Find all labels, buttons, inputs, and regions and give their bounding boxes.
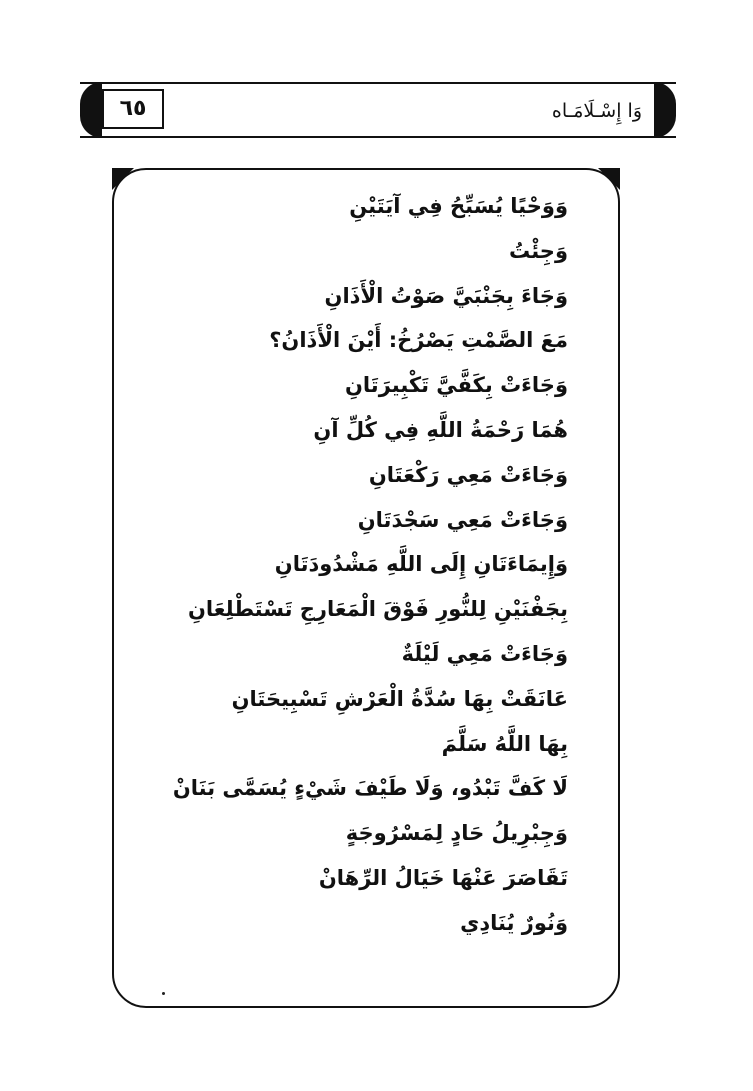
page-header [80,82,676,138]
poem-line: وَجَاءَتْ مَعِي سَجْدَتَانِ [357,507,568,532]
poem-line: وَوَحْيًا يُسَبِّحُ فِي آيَتَيْنِ [349,194,568,218]
poem-line: وَجَاءَتْ مَعِي لَيْلَةٌ [401,641,568,666]
poem-verses [128,184,568,946]
poem-line: بِهَا اللَّهُ سَلَّمَ [441,731,568,756]
poem-line: وَإِيمَاءَتَانِ إِلَى اللَّهِ مَشْدُودَتَانِ [274,552,568,577]
poem-line: هُمَا رَحْمَةُ اللَّهِ فِي كُلِّ آنِ [313,417,568,442]
page-number: ٦٥ [102,89,164,129]
poem-line: وَجَاءَتْ بِكَفَّيَّ تَكْبِيرَتَانِ [345,373,568,398]
poem-line: عَانَقَتْ بِهَا سُدَّةُ الْعَرْشِ تَسْبِيحَتَانِ [231,686,568,711]
poem-line: وَجَاءَتْ مَعِي رَكْعَتَانِ [368,462,568,487]
poem-line: لَا كَفَّ تَبْدُو، وَلَا طَيْفَ شَيْءٍ يُسَمَّى بَنَانْ [172,776,568,801]
book-title: وَا إِسْـلَامَـاه [551,100,642,122]
poem-line: وَجَاءَ بِجَنْبَيَّ صَوْتُ الْأَذَانِ [324,283,568,308]
poem-line: وَجِئْتُ [509,238,568,263]
poem-frame [112,168,620,1008]
poem-line: وَجِبْرِيلُ حَادٍ لِمَسْرُوجَةٍ [345,821,568,846]
scan-speck [162,992,165,995]
poem-line: بِجَفْنَيْنِ لِلنُّورِ فَوْقَ الْمَعَارِجِ تَسْتَطْلِعَانِ [187,597,568,622]
poem-line: وَنُورٌ يُنَادِي [460,910,568,935]
poem-line: تَقَاصَرَ عَنْهَا خَيَالُ الرِّهَانْ [318,865,568,890]
poem-line: مَعَ الصَّمْتِ يَصْرُخُ: أَيْنَ الْأَذَانُ؟ [269,328,568,353]
frame-corner-ornament-right [598,168,620,190]
